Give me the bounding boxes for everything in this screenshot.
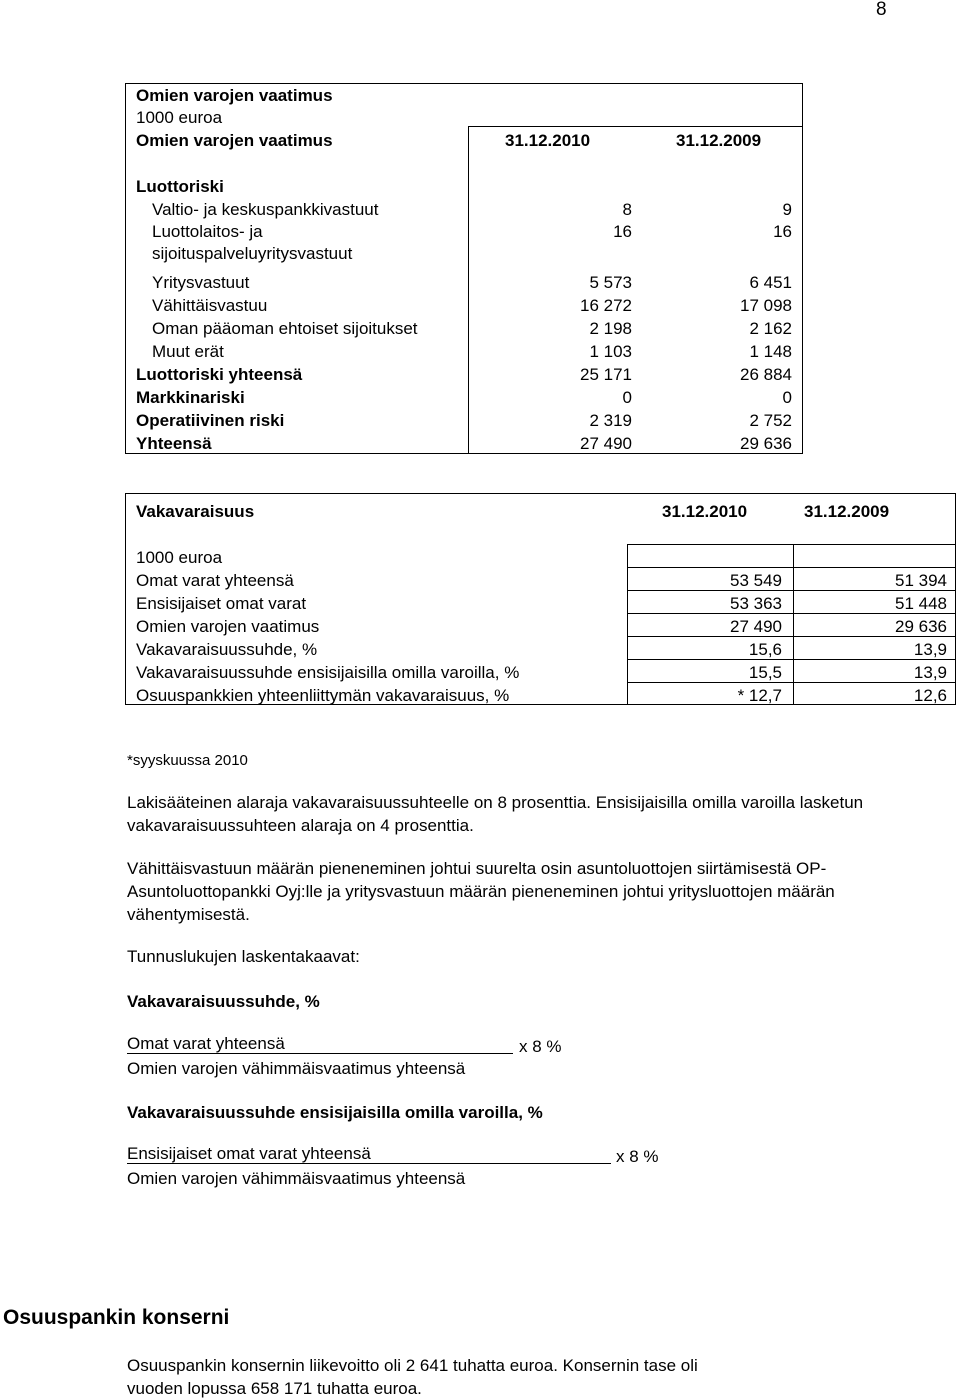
row-value-2009: 16 <box>773 222 792 241</box>
section-label: Luottoriski <box>136 177 224 196</box>
row-label: Vakavaraisuussuhde, % <box>136 640 318 659</box>
column-header-2010: 31.12.2010 <box>662 502 748 521</box>
row-value-2009: 29 636 <box>740 434 792 453</box>
paragraph-line: Osuuspankin konsernin liikevoitto oli 2 641 tuhatta euroa. Konsernin tase oli <box>127 1356 698 1375</box>
row-label: Omien varojen vaatimus <box>136 617 320 636</box>
row-value-2009: 26 884 <box>740 365 792 384</box>
row-value-2010: 2 198 <box>589 319 632 338</box>
formula-denominator: Omien varojen vähimmäisvaatimus yhteensä <box>127 1169 466 1188</box>
row-value-2010: 53 549 <box>730 571 782 590</box>
row-value-2009: 12,6 <box>913 686 947 705</box>
row-value-2009: 2 752 <box>749 411 792 430</box>
formula-numerator: Omat varat yhteensä <box>127 1034 513 1054</box>
header-label: Omien varojen vaatimus <box>136 131 333 150</box>
row-label-total: Yhteensä <box>136 434 212 453</box>
paragraph-line: Lakisääteinen alaraja vakavaraisuussuhteelle on 8 prosenttia. Ensisijaisilla omilla varoilla lasketun <box>127 793 864 812</box>
table-divider <box>627 544 956 545</box>
paragraph-line: vuoden lopussa 658 171 tuhatta euroa. <box>127 1379 422 1398</box>
paragraph-line: vähentymisestä. <box>127 905 250 924</box>
row-value-2009: 2 162 <box>749 319 792 338</box>
row-label: Vakavaraisuussuhde ensisijaisilla omilla varoilla, % <box>136 663 520 682</box>
row-value-2009: 13,9 <box>913 640 947 659</box>
table-unit: 1000 euroa <box>136 108 223 127</box>
table-divider <box>627 544 628 705</box>
row-label-total: Markkinariski <box>136 388 245 407</box>
table-title: Vakavaraisuus <box>136 502 255 521</box>
row-value-2010: 27 490 <box>730 617 782 636</box>
row-value-2010: 8 <box>622 200 632 219</box>
row-value-2009: 51 394 <box>895 571 947 590</box>
table-divider <box>468 126 803 127</box>
paragraph-line: vakavaraisuussuhteen alaraja on 4 prosenttia. <box>127 816 474 835</box>
row-label: Vähittäisvastuu <box>152 296 268 315</box>
row-label: Omat varat yhteensä <box>136 571 294 590</box>
paragraph-line: Asuntoluottopankki Oyj:lle ja yritysvastuun määrän pieneneminen johtui yritysluottojen määrän <box>127 882 835 901</box>
column-header-2009: 31.12.2009 <box>804 502 890 521</box>
row-value-2010: 2 319 <box>589 411 632 430</box>
table-divider <box>627 567 956 568</box>
formulas-heading: Tunnuslukujen laskentakaavat: <box>127 947 360 966</box>
table-divider <box>468 126 469 454</box>
footnote: *syyskuussa 2010 <box>127 752 248 769</box>
row-label: Oman pääoman ehtoiset sijoitukset <box>152 319 418 338</box>
row-label-total: Luottoriski yhteensä <box>136 365 303 384</box>
table-divider <box>793 544 794 705</box>
row-value-2010: 16 272 <box>580 296 632 315</box>
row-value-2010: 15,5 <box>748 663 782 682</box>
row-label: Muut erät <box>152 342 224 361</box>
row-label-continued: sijoituspalveluyritysvastuut <box>152 244 353 263</box>
row-value-2009: 9 <box>782 200 792 219</box>
formula-multiplier: x 8 % <box>616 1147 659 1166</box>
row-value-2010: 5 573 <box>589 273 632 292</box>
row-label: Luottolaitos- ja <box>152 222 263 241</box>
row-label-total: Operatiivinen riski <box>136 411 285 430</box>
row-value-2010: 1 103 <box>589 342 632 361</box>
formula-numerator: Ensisijaiset omat varat yhteensä <box>127 1144 611 1164</box>
row-label: Yritysvastuut <box>152 273 250 292</box>
row-value-2009: 13,9 <box>913 663 947 682</box>
column-header-2009: 31.12.2009 <box>676 131 762 150</box>
column-header-2010: 31.12.2010 <box>505 131 591 150</box>
row-value-2010: 15,6 <box>748 640 782 659</box>
row-value-2010: * 12,7 <box>737 686 782 705</box>
row-value-2009: 6 451 <box>749 273 792 292</box>
row-value-2009: 1 148 <box>749 342 792 361</box>
row-value-2009: 17 098 <box>740 296 792 315</box>
row-label: Ensisijaiset omat varat <box>136 594 307 613</box>
row-value-2010: 25 171 <box>580 365 632 384</box>
formula-title: Vakavaraisuussuhde ensisijaisilla omilla varoilla, % <box>127 1103 543 1122</box>
table-unit: 1000 euroa <box>136 548 223 567</box>
formula-multiplier: x 8 % <box>519 1037 562 1056</box>
row-value-2009: 0 <box>782 388 792 407</box>
row-value-2009: 51 448 <box>895 594 947 613</box>
row-value-2009: 29 636 <box>895 617 947 636</box>
row-value-2010: 27 490 <box>580 434 632 453</box>
row-value-2010: 0 <box>622 388 632 407</box>
formula-denominator: Omien varojen vähimmäisvaatimus yhteensä <box>127 1059 466 1078</box>
row-label: Osuuspankkien yhteenliittymän vakavaraisuus, % <box>136 686 510 705</box>
row-label: Valtio- ja keskuspankkivastuut <box>152 200 379 219</box>
paragraph-line: Vähittäisvastuun määrän pieneneminen johtui suurelta osin asuntoluottojen siirtämisestä OP- <box>127 859 827 878</box>
row-value-2010: 16 <box>613 222 632 241</box>
row-value-2010: 53 363 <box>730 594 782 613</box>
page-number: 8 <box>876 0 887 20</box>
formula-title: Vakavaraisuussuhde, % <box>127 992 320 1011</box>
section-heading: Osuuspankin konserni <box>3 1306 230 1329</box>
table-title: Omien varojen vaatimus <box>136 86 333 105</box>
